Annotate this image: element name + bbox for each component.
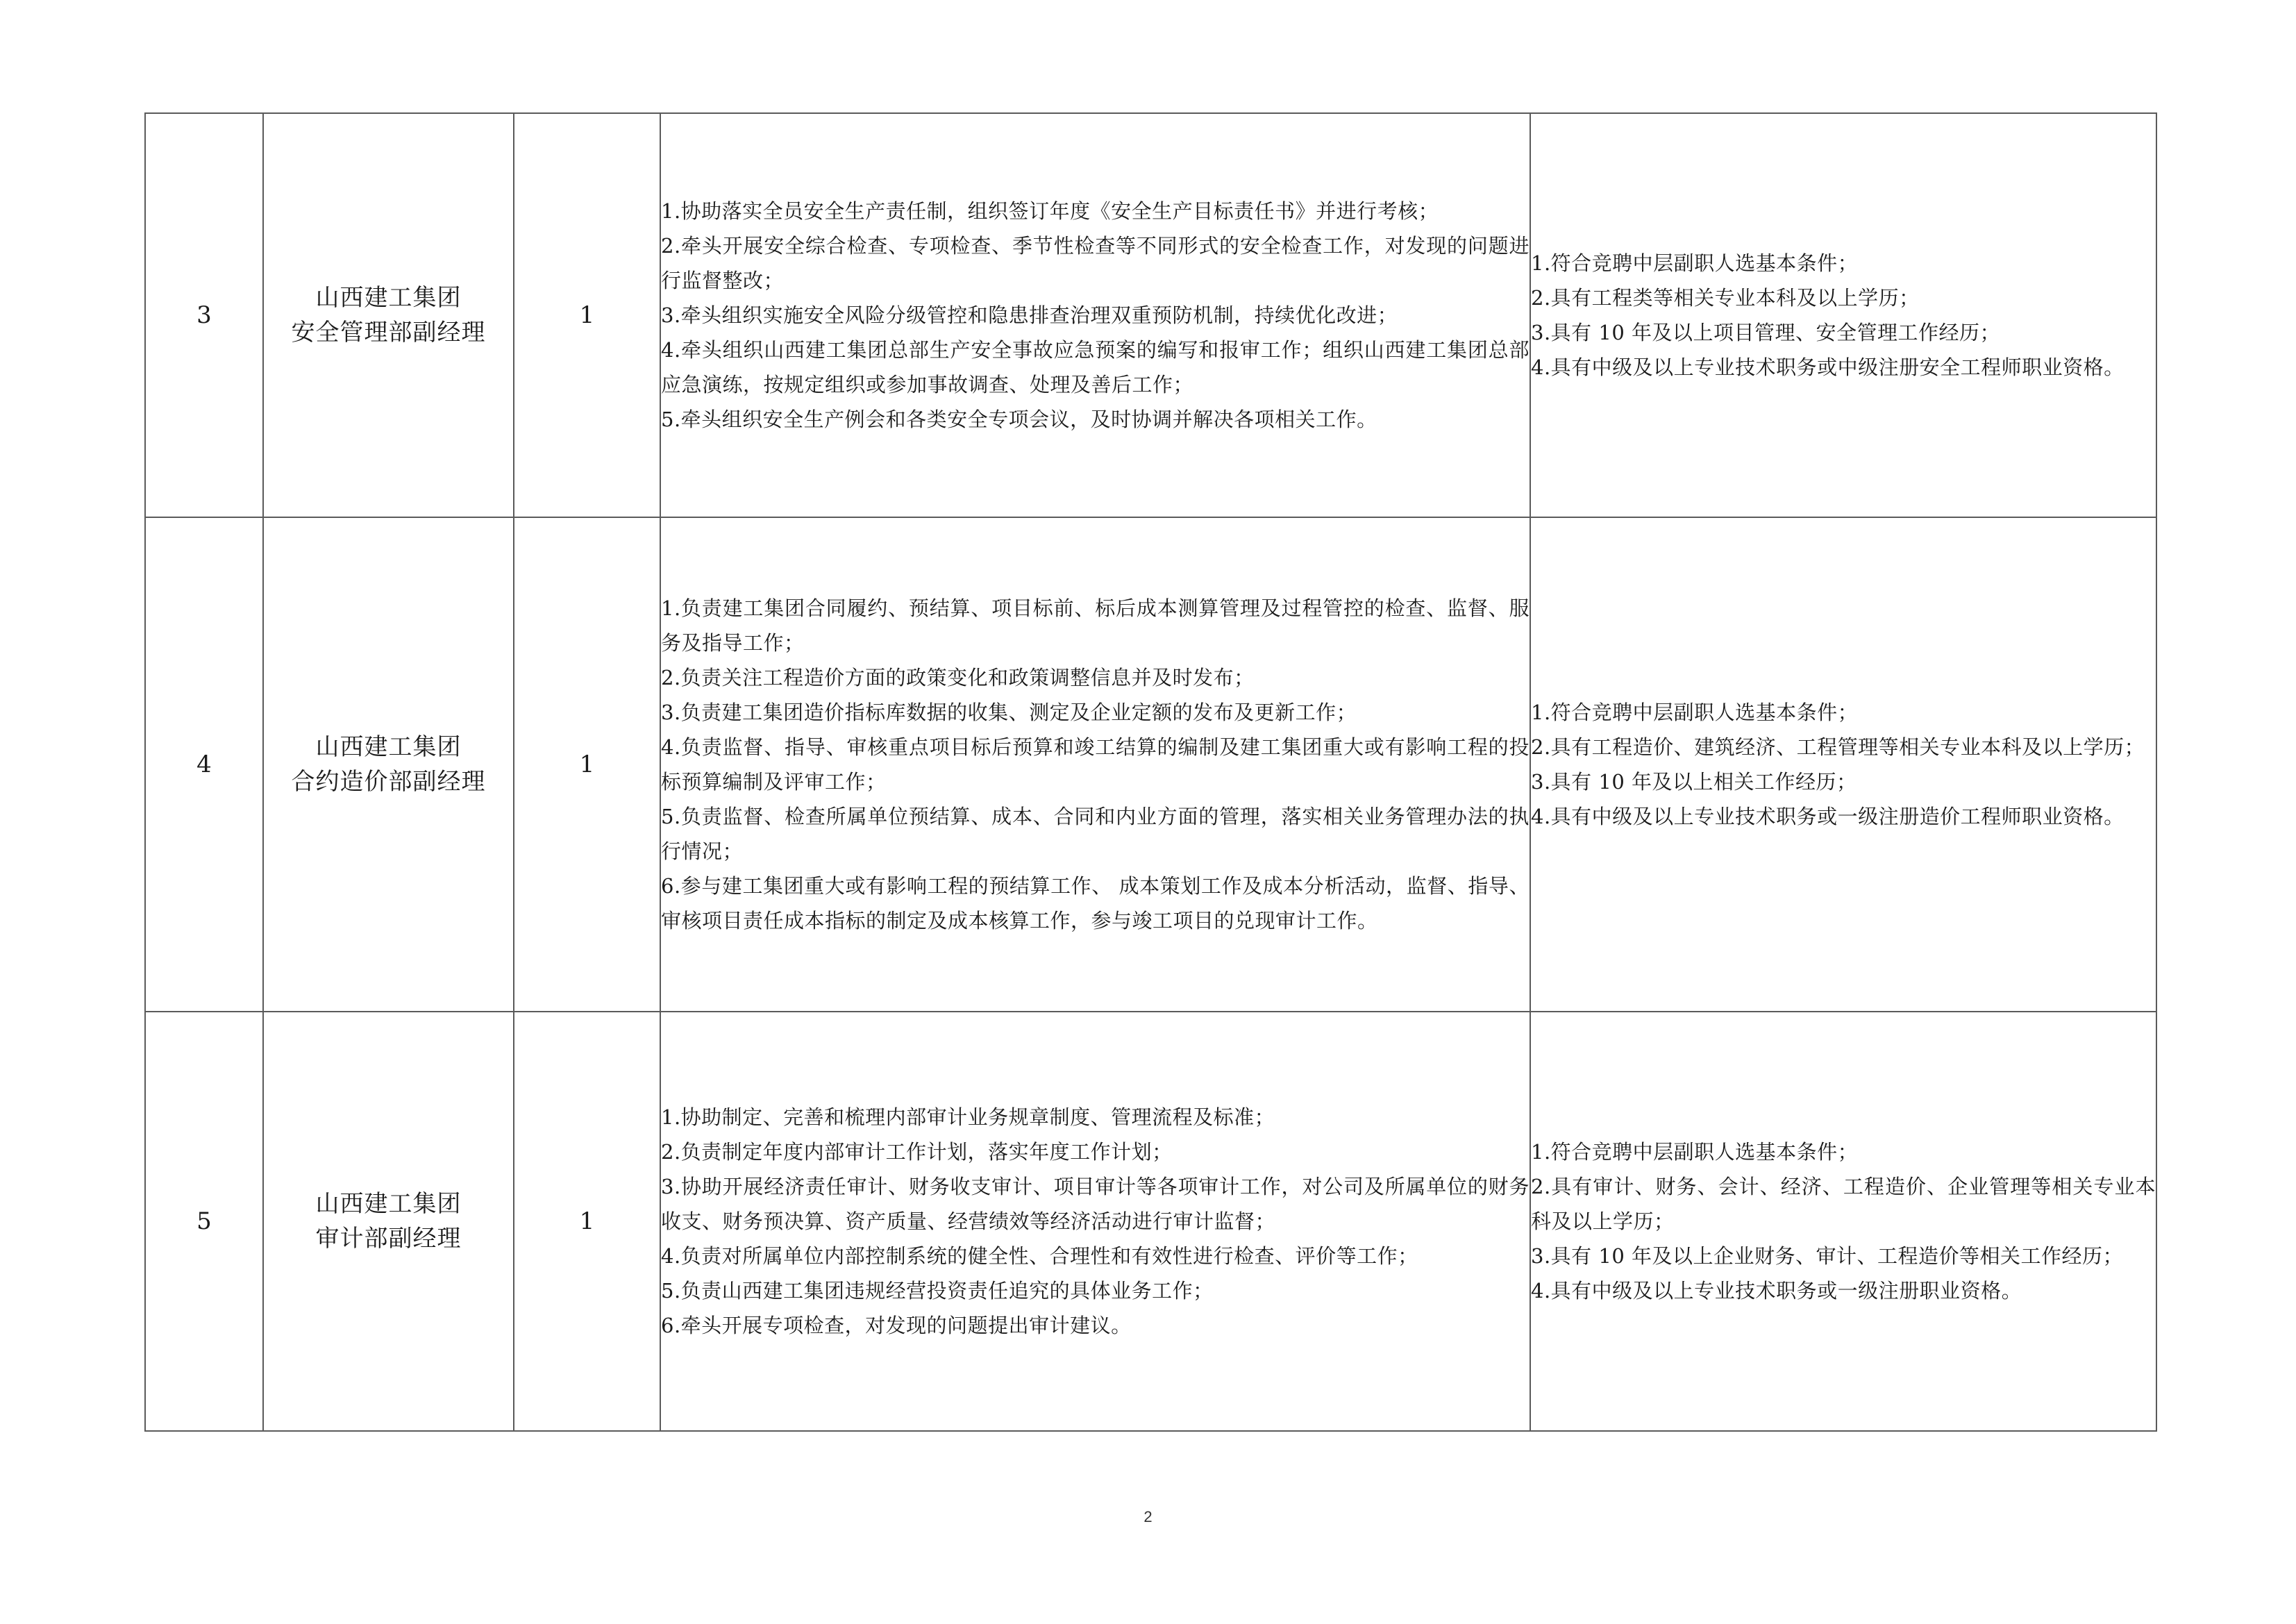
table-row [145, 1012, 2156, 1431]
row-number: 5 [145, 1012, 263, 1431]
duties-cell [660, 1012, 1530, 1431]
requirement-item: 2.具有审计、财务、会计、经济、工程造价、企业管理等相关专业本科及以上学历； [1531, 1175, 2156, 1233]
table-row [145, 113, 2156, 517]
requirements-cell [1530, 1012, 2156, 1431]
row-number: 3 [145, 113, 263, 517]
duty-item: 1.协助落实全员安全生产责任制，组织签订年度《安全生产目标责任书》并进行考核； [661, 199, 1439, 223]
duty-item: 1.负责建工集团合同履约、预结算、项目标前、标后成本测算管理及过程管控的检查、监督、服务及指导工作； [661, 596, 1530, 655]
requirement-item: 3.具有 10 年及以上项目管理、安全管理工作经历； [1531, 321, 2001, 344]
duty-item: 2.负责制定年度内部审计工作计划，落实年度工作计划； [661, 1140, 1173, 1164]
duty-item: 3.协助开展经济责任审计、财务收支审计、项目审计等各项审计工作，对公司及所属单位的财务收支、财务预决算、资产质量、经营绩效等经济活动进行审计监督； [661, 1175, 1530, 1233]
headcount: 1 [514, 1012, 660, 1431]
page-number: 2 [1143, 1508, 1153, 1525]
requirements-cell [1530, 113, 2156, 517]
requirement-item: 4.具有中级及以上专业技术职务或一级注册职业资格。 [1531, 1279, 2022, 1303]
duty-item: 5.负责监督、检查所属单位预结算、成本、合同和内业方面的管理，落实相关业务管理办法的执行情况； [661, 805, 1530, 863]
requirement-item: 4.具有中级及以上专业技术职务或中级注册安全工程师职业资格。 [1531, 355, 2125, 379]
duty-item: 4.牵头组织山西建工集团总部生产安全事故应急预案的编写和报审工作；组织山西建工集团总部应急演练，按规定组织或参加事故调查、处理及善后工作； [661, 338, 1530, 396]
duties-cell [660, 517, 1530, 1012]
position-org: 山西建工集团 [315, 284, 462, 312]
duty-item: 4.负责对所属单位内部控制系统的健全性、合理性和有效性进行检查、评价等工作； [661, 1244, 1418, 1268]
position-title-cell [263, 1012, 514, 1431]
duty-item: 2.负责关注工程造价方面的政策变化和政策调整信息并及时发布； [661, 666, 1255, 689]
row-number: 4 [145, 517, 263, 1012]
requirement-item: 3.具有 10 年及以上相关工作经历； [1531, 770, 1857, 794]
position-org: 山西建工集团 [315, 733, 462, 761]
duty-item: 5.负责山西建工集团违规经营投资责任追究的具体业务工作； [661, 1279, 1214, 1303]
requirement-item: 4.具有中级及以上专业技术职务或一级注册造价工程师职业资格。 [1531, 805, 2125, 828]
table-row [145, 517, 2156, 1012]
position-name: 安全管理部副经理 [291, 319, 486, 346]
headcount: 1 [514, 517, 660, 1012]
requirement-item: 1.符合竞聘中层副职人选基本条件； [1531, 251, 1859, 275]
position-name: 审计部副经理 [315, 1225, 462, 1253]
duty-item: 6.参与建工集团重大或有影响工程的预结算工作、 成本策划工作及成本分析活动，监督、指导、审核项目责任成本指标的制定及成本核算工作，参与竣工项目的兑现审计工作。 [661, 874, 1530, 932]
position-name: 合约造价部副经理 [291, 768, 486, 796]
requirement-item: 1.符合竞聘中层副职人选基本条件； [1531, 701, 1859, 724]
duty-item: 1.协助制定、完善和梳理内部审计业务规章制度、管理流程及标准； [661, 1105, 1275, 1129]
duty-item: 4.负责监督、指导、审核重点项目标后预算和竣工结算的编制及建工集团重大或有影响工程的投标预算编制及评审工作； [661, 735, 1530, 794]
duty-item: 5.牵头组织安全生产例会和各类安全专项会议，及时协调并解决各项相关工作。 [661, 408, 1377, 431]
requirements-cell [1530, 517, 2156, 1012]
duty-item: 3.负责建工集团造价指标库数据的收集、测定及企业定额的发布及更新工作； [661, 701, 1357, 724]
position-title-cell [263, 113, 514, 517]
duty-item: 2.牵头开展安全综合检查、专项检查、季节性检查等不同形式的安全检查工作，对发现的问题进行监督整改； [661, 234, 1530, 292]
requirement-item: 1.符合竞聘中层副职人选基本条件； [1531, 1140, 1859, 1164]
requirement-item: 2.具有工程造价、建筑经济、工程管理等相关专业本科及以上学历； [1531, 735, 2145, 759]
duties-cell [660, 113, 1530, 517]
requirement-item: 2.具有工程类等相关专业本科及以上学历； [1531, 286, 1920, 310]
position-title-cell [263, 517, 514, 1012]
duty-item: 6.牵头开展专项检查，对发现的问题提出审计建议。 [661, 1314, 1132, 1337]
requirement-item: 3.具有 10 年及以上企业财务、审计、工程造价等相关工作经历； [1531, 1244, 2124, 1268]
positions-table [144, 112, 2157, 1432]
headcount: 1 [514, 113, 660, 517]
position-org: 山西建工集团 [315, 1190, 462, 1218]
duty-item: 3.牵头组织实施安全风险分级管控和隐患排查治理双重预防机制，持续优化改进； [661, 303, 1398, 327]
